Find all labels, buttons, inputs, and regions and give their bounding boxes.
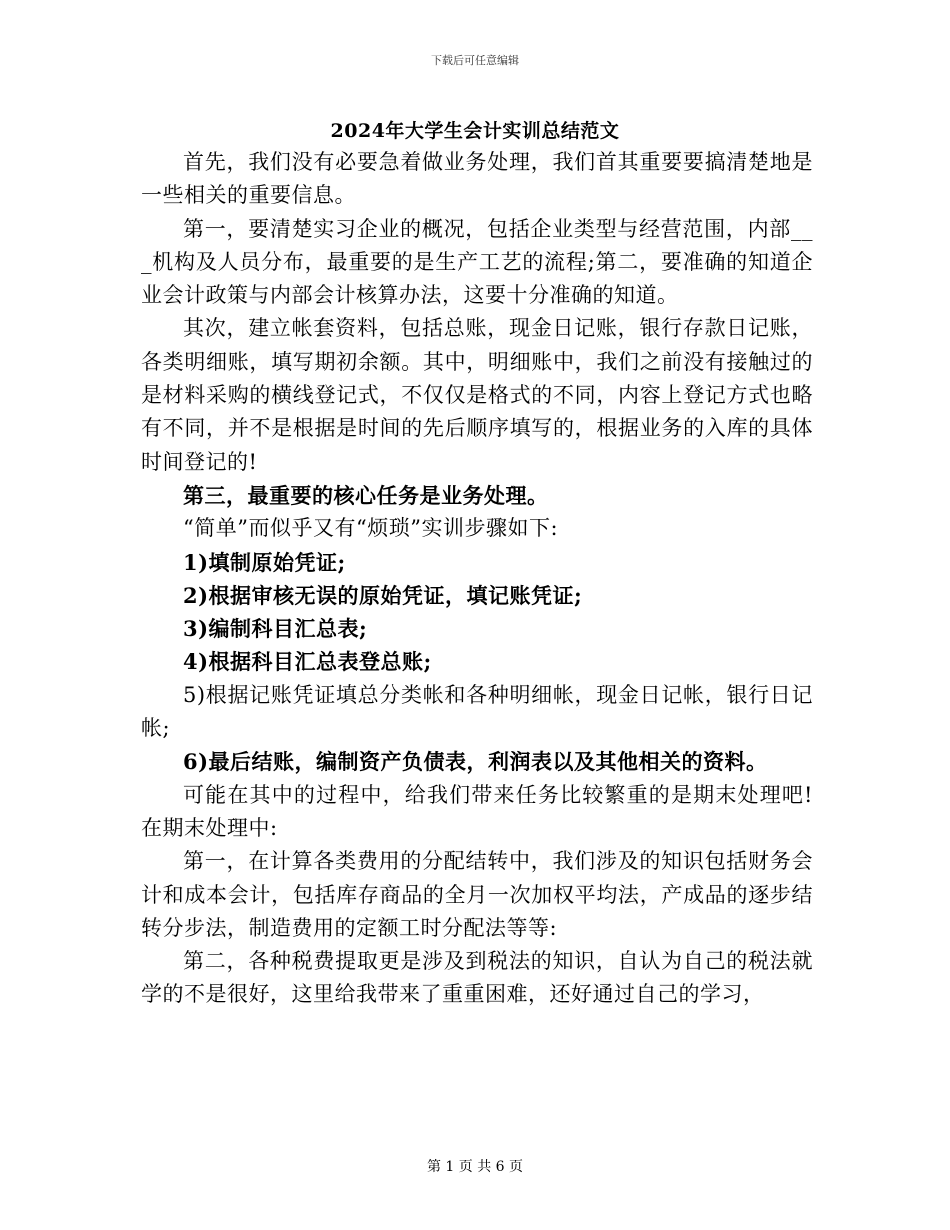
list-item: 4)根据科目汇总表登总账; (183, 649, 432, 675)
paragraph: 首先，我们没有必要急着做业务处理，我们首其重要要搞清楚地是一些相关的重要信息。 (141, 150, 813, 208)
document-title: 2024年大学生会计实训总结范文 (330, 120, 620, 142)
list-item: 2)根据审核无误的原始凭证，填记账凭证; (183, 582, 583, 608)
page-footer: 第 1 页 共 6 页 (426, 1159, 524, 1175)
list-item: 3)编制科目汇总表; (183, 616, 368, 642)
paragraph: 其次，建立帐套资料，包括总账，现金日记账，银行存款日记账，各类明细账，填写期初余额。其中，明细账中，我们之前没有接触过的是材料采购的横线登记式，不仅仅是格式的不同，内容上登记方式也略有不同，并不是根据是时间的先后顺序填写的，根据业务的入库的具体时间登记的! (141, 316, 813, 474)
page-header: 下载后可任意编辑 (431, 54, 519, 67)
list-item: 1)填制原始凭证; (183, 549, 346, 575)
list-item: 5)根据记账凭证填总分类帐和各种明细帐，现金日记帐，银行日记帐; (141, 682, 813, 741)
paragraph: 第一，要清楚实习企业的概况，包括企业类型与经营范围，内部___机构及人员分布，最重要的是生产工艺的流程;第二，要准确的知道企业会计政策与内部会计核算办法，这要十分准确的知道。 (141, 216, 813, 308)
paragraph: 第一，在计算各类费用的分配结转中，我们涉及的知识包括财务会计和成本会计，包括库存商品的全月一次加权平均法，产成品的逐步结转分步法，制造费用的定额工时分配法等等: (141, 849, 813, 940)
paragraph: “简单”而似乎又有“烦琐”实训步骤如下: (183, 516, 559, 541)
paragraph: 第三，最重要的核心任务是业务处理。 (183, 482, 549, 508)
document-body (141, 146, 813, 1012)
paragraph: 第二，各种税费提取更是涉及到税法的知识，自认为自己的税法就学的不是很好，这里给我带来了重重困难，还好通过自己的学习， (141, 949, 813, 1007)
list-item: 6)最后结账，编制资产负债表，利润表以及其他相关的资料。 (183, 749, 768, 775)
paragraph: 可能在其中的过程中，给我们带来任务比较繁重的是期末处理吧!在期末处理中: (141, 782, 813, 840)
